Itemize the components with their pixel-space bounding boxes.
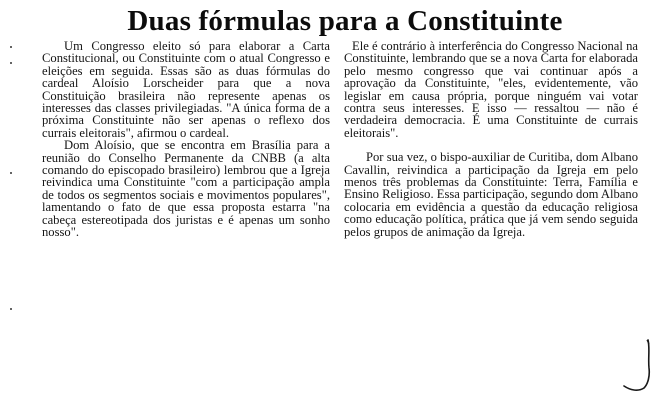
right-paragraph-1: Ele é contrário à interferência do Congresso Nacional na Constituinte, lembrando que se a nova Carta for elaborada pelo mesmo congresso que vai continuar após a aprovação da Constituinte, "eles, evidentemente, vão legislar em causa própria, porque ninguém vai votar contra seus interesses. E isso — ressaltou — não é verdadeira democracia. É uma Constituinte de currais eleitorais".: [344, 39, 638, 140]
margin-dot: [10, 308, 12, 310]
margin-marks: [6, 40, 18, 370]
article-headline: Duas fórmulas para a Constituinte: [127, 5, 563, 37]
right-column: [344, 40, 638, 238]
left-paragraph-2: Dom Aloísio, que se encontra em Brasília para a reunião do Conselho Permanente da CNBB (a alta comando do episcopado brasileiro) lembrou que a Igreja reivindica uma Constituinte "com a participação ampla de todos os segmentos sociais e movimentos populares", lamentando o fato de que essa proposta estarra "na cabeça estereotipada dos juristas e é apenas um sonho nosso".: [42, 138, 330, 240]
handwritten-mark: [618, 336, 658, 396]
left-paragraph-1: Um Congresso eleito só para elaborar a Carta Constitucional, ou Constituinte com o atual Congresso e eleições em seguida. Essas são as duas fórmulas do cardeal Aloísio Lorscheider para que a nova Constituição brasileira não represente apenas os interesses das classes privilegiadas. "A única forma de a próxima Constituinte não ser apenas o reflexo dos currais eleitorais", afirmou o cardeal.: [42, 39, 330, 140]
margin-dot: [10, 46, 12, 48]
margin-dot: [10, 172, 12, 174]
left-column: [42, 40, 330, 239]
margin-dot: [10, 62, 12, 64]
right-paragraph-2: Por sua vez, o bispo-auxiliar de Curitiba, dom Albano Cavallin, reivindica a participação da Igreja em pelo menos três problemas da Constituinte: Terra, Família e Ensino Religioso. Essa participação, segundo dom Albano colocaria em evidência a questão da educação religiosa como educação política, prática que já vem sendo seguida pelos grupos de animação da Igreja.: [344, 150, 638, 239]
